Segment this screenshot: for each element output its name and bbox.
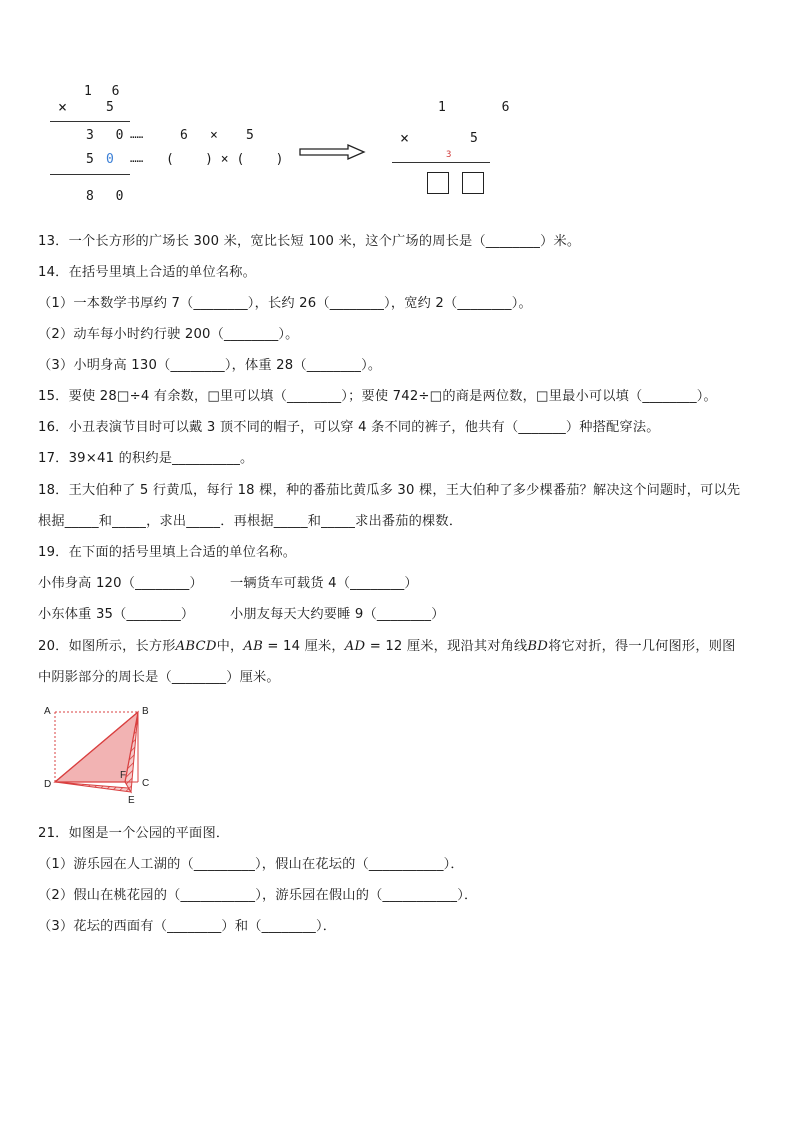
question-21-part2: （2）假山在桃花园的（___________），游乐园在假山的（___________）．	[38, 888, 478, 903]
answer-box-tens[interactable]	[427, 172, 449, 194]
hatched-part-bottom	[55, 782, 131, 792]
label-f: F	[120, 770, 127, 781]
label-c: C	[142, 778, 150, 789]
q20-eq2: = 12 厘米，现沿其对角线	[365, 639, 528, 654]
question-19-item-a2: 一辆货车可载货 4（________）	[230, 576, 418, 591]
folded-rectangle-figure	[40, 700, 170, 808]
question-14-part2: （2）动车每小时约行驶 200（________）。	[38, 327, 299, 342]
calc-left-times: ×	[58, 98, 68, 116]
question-13: 13．一个长方形的广场长 300 米，宽比长短 100 米，这个广场的周长是（________）米。	[38, 234, 581, 249]
calc-left-dots1: ……	[130, 128, 144, 141]
calc-right-times: ×	[400, 129, 410, 147]
question-16: 16．小丑表演节目时可以戴 3 顶不同的帽子，可以穿 4 条不同的裤子，他共有（_______）种搭配穿法。	[38, 420, 660, 435]
question-21-part1: （1）游乐园在人工湖的（_________），假山在花坛的（___________）．	[38, 857, 464, 872]
calc-left-partial1: 3 0	[86, 128, 131, 143]
calc-right-row2: 5	[470, 131, 478, 146]
calc-left-rule1	[50, 121, 130, 122]
question-18-line1: 18．王大伯种了 5 行黄瓜，每行 18 棵，种的番茄比黄瓜多 30 棵，王大伯种了多少棵番茄？解决这个问题时，可以先	[38, 483, 741, 498]
label-d: D	[44, 779, 52, 790]
calc-left-result: 8 0	[86, 189, 131, 204]
q20-tail: 将它对折，得一几何图形，则图	[548, 639, 736, 654]
question-21-title: 21．如图是一个公园的平面图．	[38, 826, 230, 841]
right-arrow-icon	[298, 143, 368, 161]
q20-prefix: 20．如图所示，长方形	[38, 639, 176, 654]
question-20-line1	[38, 635, 736, 654]
label-e: E	[128, 795, 135, 806]
q20-ad: AD	[344, 639, 366, 654]
question-15: 15．要使 28□÷4 有余数，□里可以填（________）；要使 742÷□的商是两位数，□里最小可以填（________）。	[38, 389, 717, 404]
q20-rect-name: ABCD	[175, 639, 217, 654]
calc-right-rule	[392, 162, 490, 163]
calc-left-row1: 1 6	[84, 84, 126, 99]
calc-right-row1: 1 6	[438, 100, 534, 115]
calc-left-partial2-b: 0	[106, 152, 114, 167]
question-14-part3: （3）小明身高 130（________），体重 28（________）。	[38, 358, 382, 373]
calc-left-rule2	[50, 174, 130, 175]
q20-bd: BD	[527, 639, 549, 654]
question-19-item-b1: 小东体重 35（________）	[38, 607, 195, 622]
answer-box-ones[interactable]	[462, 172, 484, 194]
question-14-title: 14．在括号里填上合适的单位名称。	[38, 265, 256, 280]
calc-left-row2: 5	[106, 100, 114, 115]
q20-eq1: = 14 厘米，	[263, 639, 345, 654]
question-20-line2: 中阴影部分的周长是（________）厘米。	[38, 670, 280, 685]
q20-ab: AB	[243, 639, 264, 654]
calc-left-dots2: ……	[130, 152, 144, 165]
question-14-part1: （1）一本数学书厚约 7（________），长约 26（________），宽约 2（________）。	[38, 296, 532, 311]
question-17: 17．39×41 的积约是__________。	[38, 451, 254, 466]
calc-right-carry: 3	[446, 150, 452, 160]
calc-left-note1-x: ×	[210, 128, 218, 143]
calc-left-note1-b: 5	[246, 128, 254, 143]
calc-left-note2: ( ) × ( )	[166, 152, 284, 167]
calc-left-note1-a: 6	[180, 128, 188, 143]
calc-left-partial2-a: 5	[86, 152, 94, 167]
label-a: A	[44, 706, 51, 717]
q20-mid: 中，	[216, 639, 244, 654]
question-21-part3: （3）花坛的西面有（________）和（________）．	[38, 919, 337, 934]
question-19-item-b2: 小朋友每天大约要睡 9（________）	[230, 607, 445, 622]
question-18-line2: 根据_____和_____，求出_____．再根据_____和_____求出番茄的棵数．	[38, 514, 463, 529]
label-b: B	[142, 706, 149, 717]
question-19-title: 19．在下面的括号里填上合适的单位名称。	[38, 545, 297, 560]
question-19-item-a1: 小伟身高 120（________）	[38, 576, 203, 591]
